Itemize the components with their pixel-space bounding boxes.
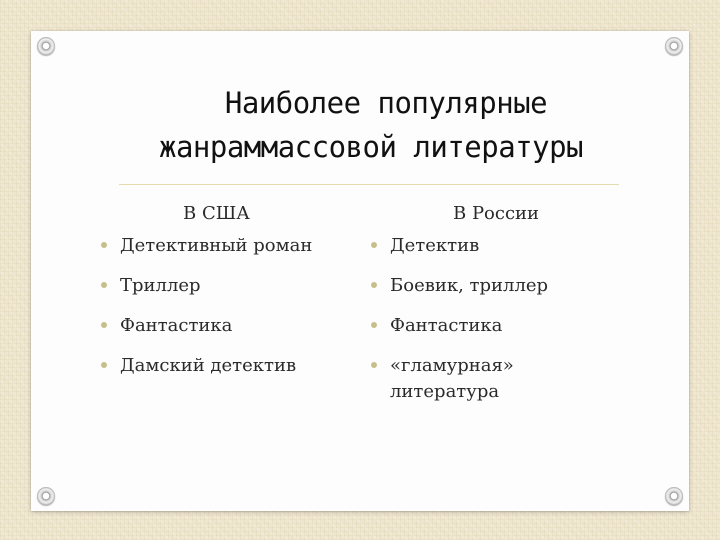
list-item xyxy=(101,353,371,379)
bullet-icon xyxy=(371,282,377,288)
list-item xyxy=(371,313,631,339)
list-item xyxy=(101,313,371,339)
list-item xyxy=(371,273,631,299)
list-item-text: «гламурная» литература xyxy=(390,355,514,402)
slide-card xyxy=(31,31,689,511)
slide-title-line-2: жанраммассовой литературы xyxy=(159,130,583,164)
bullet-icon xyxy=(371,362,377,368)
bullet-icon xyxy=(101,362,107,368)
list-item-text: Триллер xyxy=(120,275,201,296)
pushpin-icon xyxy=(665,37,683,55)
pushpin-icon xyxy=(37,37,55,55)
column-heading-usa: В США xyxy=(183,203,250,224)
list-item-text: Фантастика xyxy=(390,315,503,336)
column-usa xyxy=(101,199,371,393)
pushpin-icon xyxy=(37,487,55,505)
list-item xyxy=(101,273,371,299)
genre-list-usa xyxy=(101,233,371,379)
bullet-icon xyxy=(101,282,107,288)
pushpin-icon xyxy=(665,487,683,505)
list-item xyxy=(371,353,631,405)
list-item-text: Детектив xyxy=(390,235,480,256)
list-item-text: Детективный роман xyxy=(120,235,313,256)
column-russia xyxy=(371,199,631,419)
bullet-icon xyxy=(371,322,377,328)
list-item xyxy=(101,233,371,259)
list-item-text: Фантастика xyxy=(120,315,233,336)
bullet-icon xyxy=(101,242,107,248)
list-item-text: Боевик, триллер xyxy=(390,275,549,296)
bullet-icon xyxy=(371,242,377,248)
slide-title xyxy=(91,81,651,169)
bullet-icon xyxy=(101,322,107,328)
title-divider xyxy=(119,184,619,185)
list-item-text: Дамский детектив xyxy=(120,355,297,376)
list-item xyxy=(371,233,631,259)
column-heading-russia: В России xyxy=(453,203,540,224)
slide-title-line-1: Наиболее популярные xyxy=(224,86,548,120)
genre-list-russia xyxy=(371,233,631,405)
